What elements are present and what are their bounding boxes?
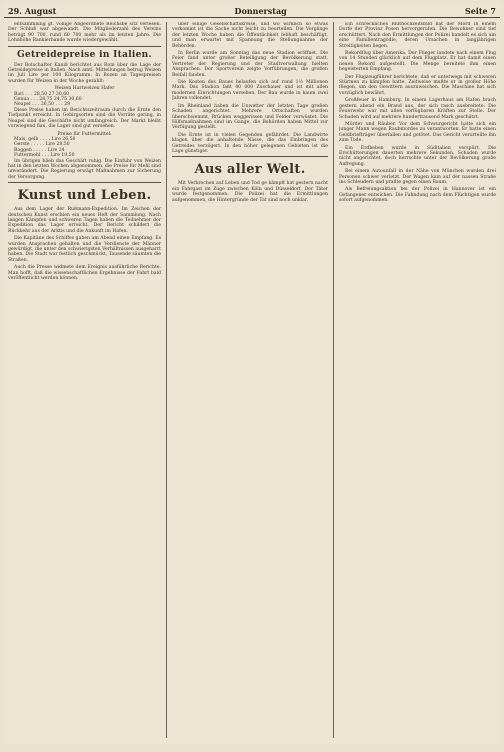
divider [172, 156, 328, 157]
article-text: Mit Verbrechen auf Leben und Tod ge kämpft hat gestern nacht ein Fahrgast im Zuge zwischen Köln und Düsseldorf. Der Täter wurde festgenommen. Die Polizei hat die Ermittlungen aufgenommen, die Hintergründe der Tat sind noch unklar. [172, 181, 328, 203]
article-text: Großfeuer in Hamburg. In einem Lagerhaus am Hafen brach gestern abend ein Brand aus, der sich rasch ausbreitete. Die Feuerwehr war mit allen verfügbaren Kräften zur Stelle. Der Schaden wird auf mehrere hunderttausend Mark geschätzt. [339, 98, 496, 120]
article-text: Im übrigen blieb das Geschäft ruhig. Die Einfuhr von Weizen hat in den letzten Wochen abgenommen, die Preise für Mehl sind unverändert. Die Regierung erwägt Maßnahmen zur Sicherung der Versorgung. [8, 158, 161, 180]
article-text: Aus dem Lager der Rußmann-Expedition. Im Zeichen der deutschen Kunst erschien ein neues Heft der Sammlung. Nach langen Kämpfen und schweren Tagen haben die Teilnehmer der Expedition das Lager erreicht. Der Bericht schildert die Rückkehr aus der Arktis und die Ankunft im Hafen. [8, 207, 161, 234]
article-text: In Berlin wurde am Sonntag das neue Stadion eröffnet. Die Feier fand unter großer Beteiligung der Bevölkerung statt. Vertreter der Regierung und der Stadtverwaltung hielten Ansprachen. Der Sportverein zeigte Vorführungen, die großen Beifall fanden. [172, 51, 328, 78]
column-left [8, 22, 161, 738]
price-row: Bari . . . 28,50 27 30,60 [14, 91, 70, 97]
section-heading: Aus aller Welt. [194, 162, 306, 178]
article-text: Bei einem Autounfall in der Nähe von München wurden drei Personen schwer verletzt. Der Wagen kam auf der nassen Straße ins Schleudern und prallte gegen einen Baum. [339, 169, 496, 185]
header-weekday: Donnerstag [234, 5, 287, 16]
article-text: Der Flugzeugführer berichtete, daß er unterwegs mit schweren Stürmen zu kämpfen hatte. Zeitweise mußte er in großer Höhe fliegen, um den Gewittern auszuweichen. Die Maschine hat sich vorzüglich bewährt. [339, 74, 496, 96]
column-rule [333, 22, 334, 738]
article-text: Ein Erdbeben wurde in Süditalien verspürt. Die Erschütterungen dauerten mehrere Sekunden. Schaden wurde nicht angerichtet, doch herrschte unter der Bevölkerung große Aufregung. [339, 145, 496, 167]
column-rule [166, 22, 167, 738]
list-item: Roggen . . . . . Lire 24 [14, 147, 65, 153]
list-item: Mais, gelb . . . . Lire 26,50 [14, 136, 76, 142]
section-heading: Kunst und Leben. [17, 188, 152, 204]
article-text: entsammlung gt. völlige Abgeordnete Reichsbe sitz verlesen. Der Schluß war abgewandt. Die Mitgliederzahl des Vereins beträgt 90 700, rund 60 700 mehr als im letzten Jahre. Die Lohnhöhe Bankierbande wurde wiedergewählt. [8, 22, 161, 44]
list-item: Gerste . . . . . Lire 28,50 [14, 142, 70, 148]
article-text: Im Rheinland haben die Unwetter der letzten Tage großen Schaden angerichtet. Mehrere Ortschaften wurden überschwemmt, Brücken weggerissen und Felder verwüstet. Die Hilfsmaßnahmen sind im Gange, die Behörden haben Mittel zur Verfügung gestellt. [172, 103, 328, 131]
article-text: Mörder und Räuber. Vor dem Schwurgericht hatte sich ein junger Mann wegen Raubmordes zu verantworten. Er hatte einen Geldbriefträger überfallen und getötet. Das Gericht verurteilte ihn zum Tode. [339, 121, 496, 144]
newspaper-page [4, 4, 500, 744]
header-page-number: Seite 7 [464, 5, 496, 16]
article-text: über einige Gesellschaftskreise, und wo wirklich so etwas vorkommt ist die Sache nicht leicht zu beurteilen. Die Vorgänge der letzten Woche haben die Öffentlichkeit lebhaft beschäftigt, und man erwartet mit Spannung die Stellungnahme der Behörden. [172, 22, 328, 49]
article-text: Auch die Presse widmete dem Ereignis ausführliche Berichte. Man hofft, daß die wissenschaftlichen Ergebnisse der Fahrt bald veröffentlicht werden können. [8, 265, 161, 282]
article-text: Die Kosten des Baues belaufen sich auf rund 1½ Millionen Mark. Das Stadion faßt 40 000 Zuschauer und ist mit allen modernen Einrichtungen versehen. Der Bau wurde in kaum zwei Jahren vollendet. [172, 80, 328, 102]
article-text: Ein schreckliches Bluthochzeitsbild hat der Mord in einem Dorfe der Provinz Posen hervorgerufen. Die Bewohner sind tief erschüttert. Nach den Ermittlungen der Polizei handelt es sich um eine Familientragödie, deren Ursachen in langjährigen Streitigkeiten liegen. [339, 22, 496, 49]
price-row: Neapel . . . 26,50 . . . 29 [14, 102, 71, 108]
article-text: Diese Preise haben im Berichtszeitraum durch die Ernte den Tiefpunkt erreicht. In Gebirgsorten sind die Vorräte gering, in Neapel sind die Geschäfte nicht umfangreich. Der Markt bleibt vorwiegend flau, die Lager sind gut versehen. [8, 107, 161, 130]
article-heading: Getreidepreise in Italien. [17, 49, 152, 60]
list-heading: Preise für Futtermittel: [57, 131, 112, 137]
price-row: Genua . . . 28,75 24,75 30,60 [14, 97, 82, 103]
article-text: Der Botschafter Kaniß berichtet aus Rom über die Lage der Getreidepreise in Italien. Nach amtl. Mitteilungen betrug Weizen im Juli Lire per 100 Kilogramm. In Bozen an Tagespreisen wurden für Weizen in der Woche gezahlt: [8, 62, 161, 84]
article-text: Die Ernte ist in vielen Gegenden gefährdet. Die Landwirte klagen über die anhaltende Nässe, die das Einbringen des Getreides verzögert. In den höher gelegenen Gebieten ist die Lage günstiger. [172, 132, 328, 154]
article-text: Rekordflug über Amerika. Der Flieger landete nach einem Flug von 14 Stunden glücklich auf dem Flugplatz. Er hat damit einen neuen Rekord aufgestellt. Die Menge bereitete ihm einen begeisterten Empfang. [339, 51, 496, 73]
price-table-header: Weizen Hartweizen Hafer [54, 86, 115, 92]
divider [8, 182, 161, 183]
divider [8, 46, 161, 47]
header-date: 29. August [8, 5, 57, 16]
page-header [4, 4, 500, 18]
column-right [339, 22, 496, 738]
list-item: Futtermehl . . . Lire 19,50 [14, 153, 75, 159]
article-text: Als Befreiungsaktion bei der Polizei in Hannover ist ein Gefangener entwichen. Die Fahndung nach dem Flüchtigen wurde sofort aufgenommen. [339, 187, 496, 204]
article-text: Die Kapitäne des Schiffes gaben am Abend einen Empfang. Es wurden Ansprachen gehalten und die Verdienste der Männer gewürdigt, die unter den schwierigsten Verhältnissen ausgeharrt haben. Die Stadt war festlich geschmückt, Tausende säumten die Straßen. [8, 236, 161, 263]
column-middle [172, 22, 328, 738]
